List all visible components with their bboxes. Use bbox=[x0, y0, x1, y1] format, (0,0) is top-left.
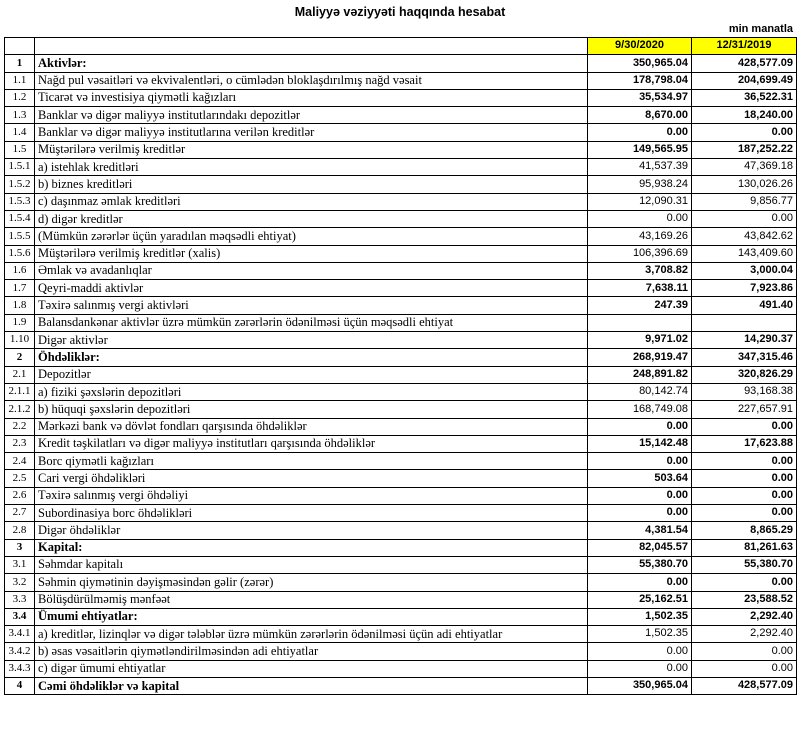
row-value-current: 80,142.74 bbox=[588, 383, 692, 400]
table-row bbox=[5, 522, 797, 539]
row-value-current: 35,534.97 bbox=[588, 89, 692, 106]
table-row bbox=[5, 176, 797, 193]
row-label: (Mümkün zərərlər üçün yaradılan məqsədli ehtiyat) bbox=[35, 228, 588, 245]
table-row bbox=[5, 141, 797, 158]
table-row bbox=[5, 660, 797, 677]
row-number: 3.4.2 bbox=[5, 643, 35, 660]
row-number: 1.7 bbox=[5, 280, 35, 297]
row-label: c) digər ümumi ehtiyatlar bbox=[35, 660, 588, 677]
row-number: 3.4 bbox=[5, 608, 35, 625]
row-value-current: 503.64 bbox=[588, 470, 692, 487]
row-number: 1.5 bbox=[5, 141, 35, 158]
header-empty-number bbox=[5, 38, 35, 55]
row-value-prior: 81,261.63 bbox=[692, 539, 797, 556]
row-label: Balansdankənar aktivlər üzrə mümkün zərərlərin ödənilməsi üçün məqsədli ehtiyat bbox=[35, 314, 588, 331]
row-label: Mərkəzi bank və dövlət fondları qarşısında öhdəliklər bbox=[35, 418, 588, 435]
row-label: Cari vergi öhdəlikləri bbox=[35, 470, 588, 487]
row-number: 1.5.3 bbox=[5, 193, 35, 210]
row-value-current: 350,965.04 bbox=[588, 55, 692, 72]
table-row bbox=[5, 349, 797, 366]
row-value-prior: 3,000.04 bbox=[692, 262, 797, 279]
row-number: 1.5.1 bbox=[5, 159, 35, 176]
row-number: 2.7 bbox=[5, 505, 35, 522]
row-value-current: 1,502.35 bbox=[588, 626, 692, 643]
table-row bbox=[5, 193, 797, 210]
row-number: 1.5.2 bbox=[5, 176, 35, 193]
row-label: Banklar və digər maliyyə institutlarındakı depozitlər bbox=[35, 107, 588, 124]
table-row bbox=[5, 574, 797, 591]
row-value-current: 350,965.04 bbox=[588, 677, 692, 694]
row-label: Qeyri-maddi aktivlər bbox=[35, 280, 588, 297]
table-row bbox=[5, 159, 797, 176]
row-value-prior: 2,292.40 bbox=[692, 626, 797, 643]
row-value-current: 268,919.47 bbox=[588, 349, 692, 366]
row-label: Borc qiymətli kağızları bbox=[35, 453, 588, 470]
row-label: Bölüşdürülməmiş mənfəət bbox=[35, 591, 588, 608]
row-label: Ümumi ehtiyatlar: bbox=[35, 608, 588, 625]
row-value-current: 95,938.24 bbox=[588, 176, 692, 193]
row-value-prior: 0.00 bbox=[692, 124, 797, 141]
row-label: Təxirə salınmış vergi aktivləri bbox=[35, 297, 588, 314]
header-empty-label bbox=[35, 38, 588, 55]
row-value-current: 0.00 bbox=[588, 124, 692, 141]
row-value-current: 9,971.02 bbox=[588, 332, 692, 349]
row-number: 1.5.5 bbox=[5, 228, 35, 245]
row-number: 1.1 bbox=[5, 72, 35, 89]
row-number: 1.5.6 bbox=[5, 245, 35, 262]
row-label: c) daşınmaz əmlak kreditləri bbox=[35, 193, 588, 210]
row-value-current: 248,891.82 bbox=[588, 366, 692, 383]
row-value-prior: 0.00 bbox=[692, 574, 797, 591]
row-value-current: 25,162.51 bbox=[588, 591, 692, 608]
table-row bbox=[5, 453, 797, 470]
row-value-prior: 0.00 bbox=[692, 470, 797, 487]
row-value-prior: 9,856.77 bbox=[692, 193, 797, 210]
row-value-current: 82,045.57 bbox=[588, 539, 692, 556]
row-number: 2.3 bbox=[5, 435, 35, 452]
row-number: 1.8 bbox=[5, 297, 35, 314]
row-value-current: 8,670.00 bbox=[588, 107, 692, 124]
row-label: Əmlak və avadanlıqlar bbox=[35, 262, 588, 279]
row-value-prior: 36,522.31 bbox=[692, 89, 797, 106]
row-label: b) biznes kreditləri bbox=[35, 176, 588, 193]
column-header-current-period: 9/30/2020 bbox=[588, 38, 692, 55]
table-row bbox=[5, 262, 797, 279]
table-row bbox=[5, 383, 797, 400]
row-number: 1.10 bbox=[5, 332, 35, 349]
row-value-current: 178,798.04 bbox=[588, 72, 692, 89]
table-row bbox=[5, 556, 797, 573]
row-value-prior: 0.00 bbox=[692, 210, 797, 227]
unit-label: min manatla bbox=[728, 23, 793, 35]
row-label: Digər öhdəliklər bbox=[35, 522, 588, 539]
row-value-prior: 0.00 bbox=[692, 418, 797, 435]
row-value-current: 0.00 bbox=[588, 574, 692, 591]
row-value-prior: 93,168.38 bbox=[692, 383, 797, 400]
row-label: Subordinasiya borc öhdəlikləri bbox=[35, 505, 588, 522]
table-row bbox=[5, 626, 797, 643]
table-row bbox=[5, 210, 797, 227]
row-value-prior: 17,623.88 bbox=[692, 435, 797, 452]
row-number: 2.4 bbox=[5, 453, 35, 470]
row-value-current: 106,396.69 bbox=[588, 245, 692, 262]
row-number: 2.1.2 bbox=[5, 401, 35, 418]
row-value-current: 0.00 bbox=[588, 418, 692, 435]
row-value-current: 1,502.35 bbox=[588, 608, 692, 625]
row-number: 2.6 bbox=[5, 487, 35, 504]
row-label: d) digər kreditlər bbox=[35, 210, 588, 227]
row-label: a) fiziki şəxslərin depozitləri bbox=[35, 383, 588, 400]
table-row bbox=[5, 245, 797, 262]
row-number: 1.6 bbox=[5, 262, 35, 279]
table-row bbox=[5, 608, 797, 625]
row-value-prior: 43,842.62 bbox=[692, 228, 797, 245]
row-value-prior: 143,409.60 bbox=[692, 245, 797, 262]
row-value-prior: 0.00 bbox=[692, 643, 797, 660]
table-row bbox=[5, 124, 797, 141]
row-number: 1.2 bbox=[5, 89, 35, 106]
row-label: Banklar və digər maliyyə institutlarına verilən kreditlər bbox=[35, 124, 588, 141]
row-value-current: 0.00 bbox=[588, 487, 692, 504]
row-value-prior: 0.00 bbox=[692, 487, 797, 504]
row-label: Depozitlər bbox=[35, 366, 588, 383]
row-number: 1 bbox=[5, 55, 35, 72]
table-row bbox=[5, 435, 797, 452]
table-body bbox=[5, 55, 797, 695]
row-value-current: 0.00 bbox=[588, 505, 692, 522]
row-value-prior: 227,657.91 bbox=[692, 401, 797, 418]
row-number: 1.9 bbox=[5, 314, 35, 331]
table-row bbox=[5, 401, 797, 418]
row-label: Kapital: bbox=[35, 539, 588, 556]
table-row bbox=[5, 487, 797, 504]
row-value-prior: 0.00 bbox=[692, 453, 797, 470]
row-value-current bbox=[588, 314, 692, 331]
row-label: Cəmi öhdəliklər və kapital bbox=[35, 677, 588, 694]
row-label: Səhmin qiymətinin dəyişməsindən gəlir (zərər) bbox=[35, 574, 588, 591]
row-value-current: 7,638.11 bbox=[588, 280, 692, 297]
row-label: Öhdəliklər: bbox=[35, 349, 588, 366]
table-row bbox=[5, 280, 797, 297]
row-label: b) əsas vəsaitlərin qiymətləndirilməsindən adi ehtiyatlar bbox=[35, 643, 588, 660]
row-value-current: 168,749.08 bbox=[588, 401, 692, 418]
row-number: 3 bbox=[5, 539, 35, 556]
table-row bbox=[5, 470, 797, 487]
row-number: 3.3 bbox=[5, 591, 35, 608]
row-number: 2.1 bbox=[5, 366, 35, 383]
table-row bbox=[5, 297, 797, 314]
table-row bbox=[5, 89, 797, 106]
row-number: 3.2 bbox=[5, 574, 35, 591]
row-value-prior: 428,577.09 bbox=[692, 55, 797, 72]
row-number: 2.8 bbox=[5, 522, 35, 539]
row-number: 3.1 bbox=[5, 556, 35, 573]
row-value-prior: 347,315.46 bbox=[692, 349, 797, 366]
row-number: 1.3 bbox=[5, 107, 35, 124]
row-value-current: 3,708.82 bbox=[588, 262, 692, 279]
row-label: Kredit təşkilatları və digər maliyyə institutları qarşısında öhdəliklər bbox=[35, 435, 588, 452]
row-number: 3.4.3 bbox=[5, 660, 35, 677]
row-value-prior: 7,923.86 bbox=[692, 280, 797, 297]
row-value-prior: 55,380.70 bbox=[692, 556, 797, 573]
header-row bbox=[5, 38, 797, 55]
row-value-prior: 47,369.18 bbox=[692, 159, 797, 176]
row-value-current: 0.00 bbox=[588, 210, 692, 227]
row-label: Müştərilərə verilmiş kreditlər bbox=[35, 141, 588, 158]
table-row bbox=[5, 72, 797, 89]
row-value-current: 41,537.39 bbox=[588, 159, 692, 176]
row-label: Aktivlər: bbox=[35, 55, 588, 72]
row-value-prior: 0.00 bbox=[692, 505, 797, 522]
table-row bbox=[5, 418, 797, 435]
row-value-prior: 428,577.09 bbox=[692, 677, 797, 694]
table-row bbox=[5, 366, 797, 383]
row-value-prior: 187,252.22 bbox=[692, 141, 797, 158]
row-value-prior: 8,865.29 bbox=[692, 522, 797, 539]
row-number: 2 bbox=[5, 349, 35, 366]
row-label: Ticarət və investisiya qiymətli kağızları bbox=[35, 89, 588, 106]
table-row bbox=[5, 107, 797, 124]
row-value-prior: 0.00 bbox=[692, 660, 797, 677]
row-number: 1.4 bbox=[5, 124, 35, 141]
row-number: 2.2 bbox=[5, 418, 35, 435]
row-value-prior: 130,026.26 bbox=[692, 176, 797, 193]
row-value-current: 43,169.26 bbox=[588, 228, 692, 245]
row-value-current: 15,142.48 bbox=[588, 435, 692, 452]
row-label: Müştərilərə verilmiş kreditlər (xalis) bbox=[35, 245, 588, 262]
row-number: 2.5 bbox=[5, 470, 35, 487]
row-value-prior: 320,826.29 bbox=[692, 366, 797, 383]
row-number: 1.5.4 bbox=[5, 210, 35, 227]
row-value-prior: 23,588.52 bbox=[692, 591, 797, 608]
row-value-prior: 204,699.49 bbox=[692, 72, 797, 89]
row-label: a) istehlak kreditləri bbox=[35, 159, 588, 176]
row-value-prior: 14,290.37 bbox=[692, 332, 797, 349]
row-value-prior bbox=[692, 314, 797, 331]
table-row bbox=[5, 505, 797, 522]
row-label: Digər aktivlər bbox=[35, 332, 588, 349]
row-value-current: 0.00 bbox=[588, 660, 692, 677]
row-value-prior: 18,240.00 bbox=[692, 107, 797, 124]
row-value-current: 247.39 bbox=[588, 297, 692, 314]
row-label: a) kreditlər, lizinqlər və digər tələblər üzrə mümkün zərərlərin ödənilməsi üçün adi ehtiyatlar bbox=[35, 626, 588, 643]
table-row bbox=[5, 55, 797, 72]
row-number: 4 bbox=[5, 677, 35, 694]
row-label: Nağd pul vəsaitləri və ekvivalentləri, o cümlədən bloklaşdırılmış nağd vəsait bbox=[35, 72, 588, 89]
row-number: 2.1.1 bbox=[5, 383, 35, 400]
row-label: Səhmdar kapitalı bbox=[35, 556, 588, 573]
row-label: b) hüquqi şəxslərin depozitləri bbox=[35, 401, 588, 418]
row-value-current: 55,380.70 bbox=[588, 556, 692, 573]
row-value-current: 149,565.95 bbox=[588, 141, 692, 158]
table-row bbox=[5, 591, 797, 608]
row-value-current: 12,090.31 bbox=[588, 193, 692, 210]
table-row bbox=[5, 643, 797, 660]
column-header-prior-period: 12/31/2019 bbox=[692, 38, 797, 55]
table-row bbox=[5, 228, 797, 245]
page-title: Maliyyə vəziyyəti haqqında hesabat bbox=[294, 5, 506, 19]
table-row bbox=[5, 539, 797, 556]
table-row bbox=[5, 677, 797, 694]
row-value-current: 0.00 bbox=[588, 453, 692, 470]
row-value-prior: 2,292.40 bbox=[692, 608, 797, 625]
row-label: Təxirə salınmış vergi öhdəliyi bbox=[35, 487, 588, 504]
table-row bbox=[5, 332, 797, 349]
row-number: 3.4.1 bbox=[5, 626, 35, 643]
financial-statement-table bbox=[4, 37, 797, 695]
row-value-current: 0.00 bbox=[588, 643, 692, 660]
row-value-prior: 491.40 bbox=[692, 297, 797, 314]
row-value-current: 4,381.54 bbox=[588, 522, 692, 539]
table-row bbox=[5, 314, 797, 331]
